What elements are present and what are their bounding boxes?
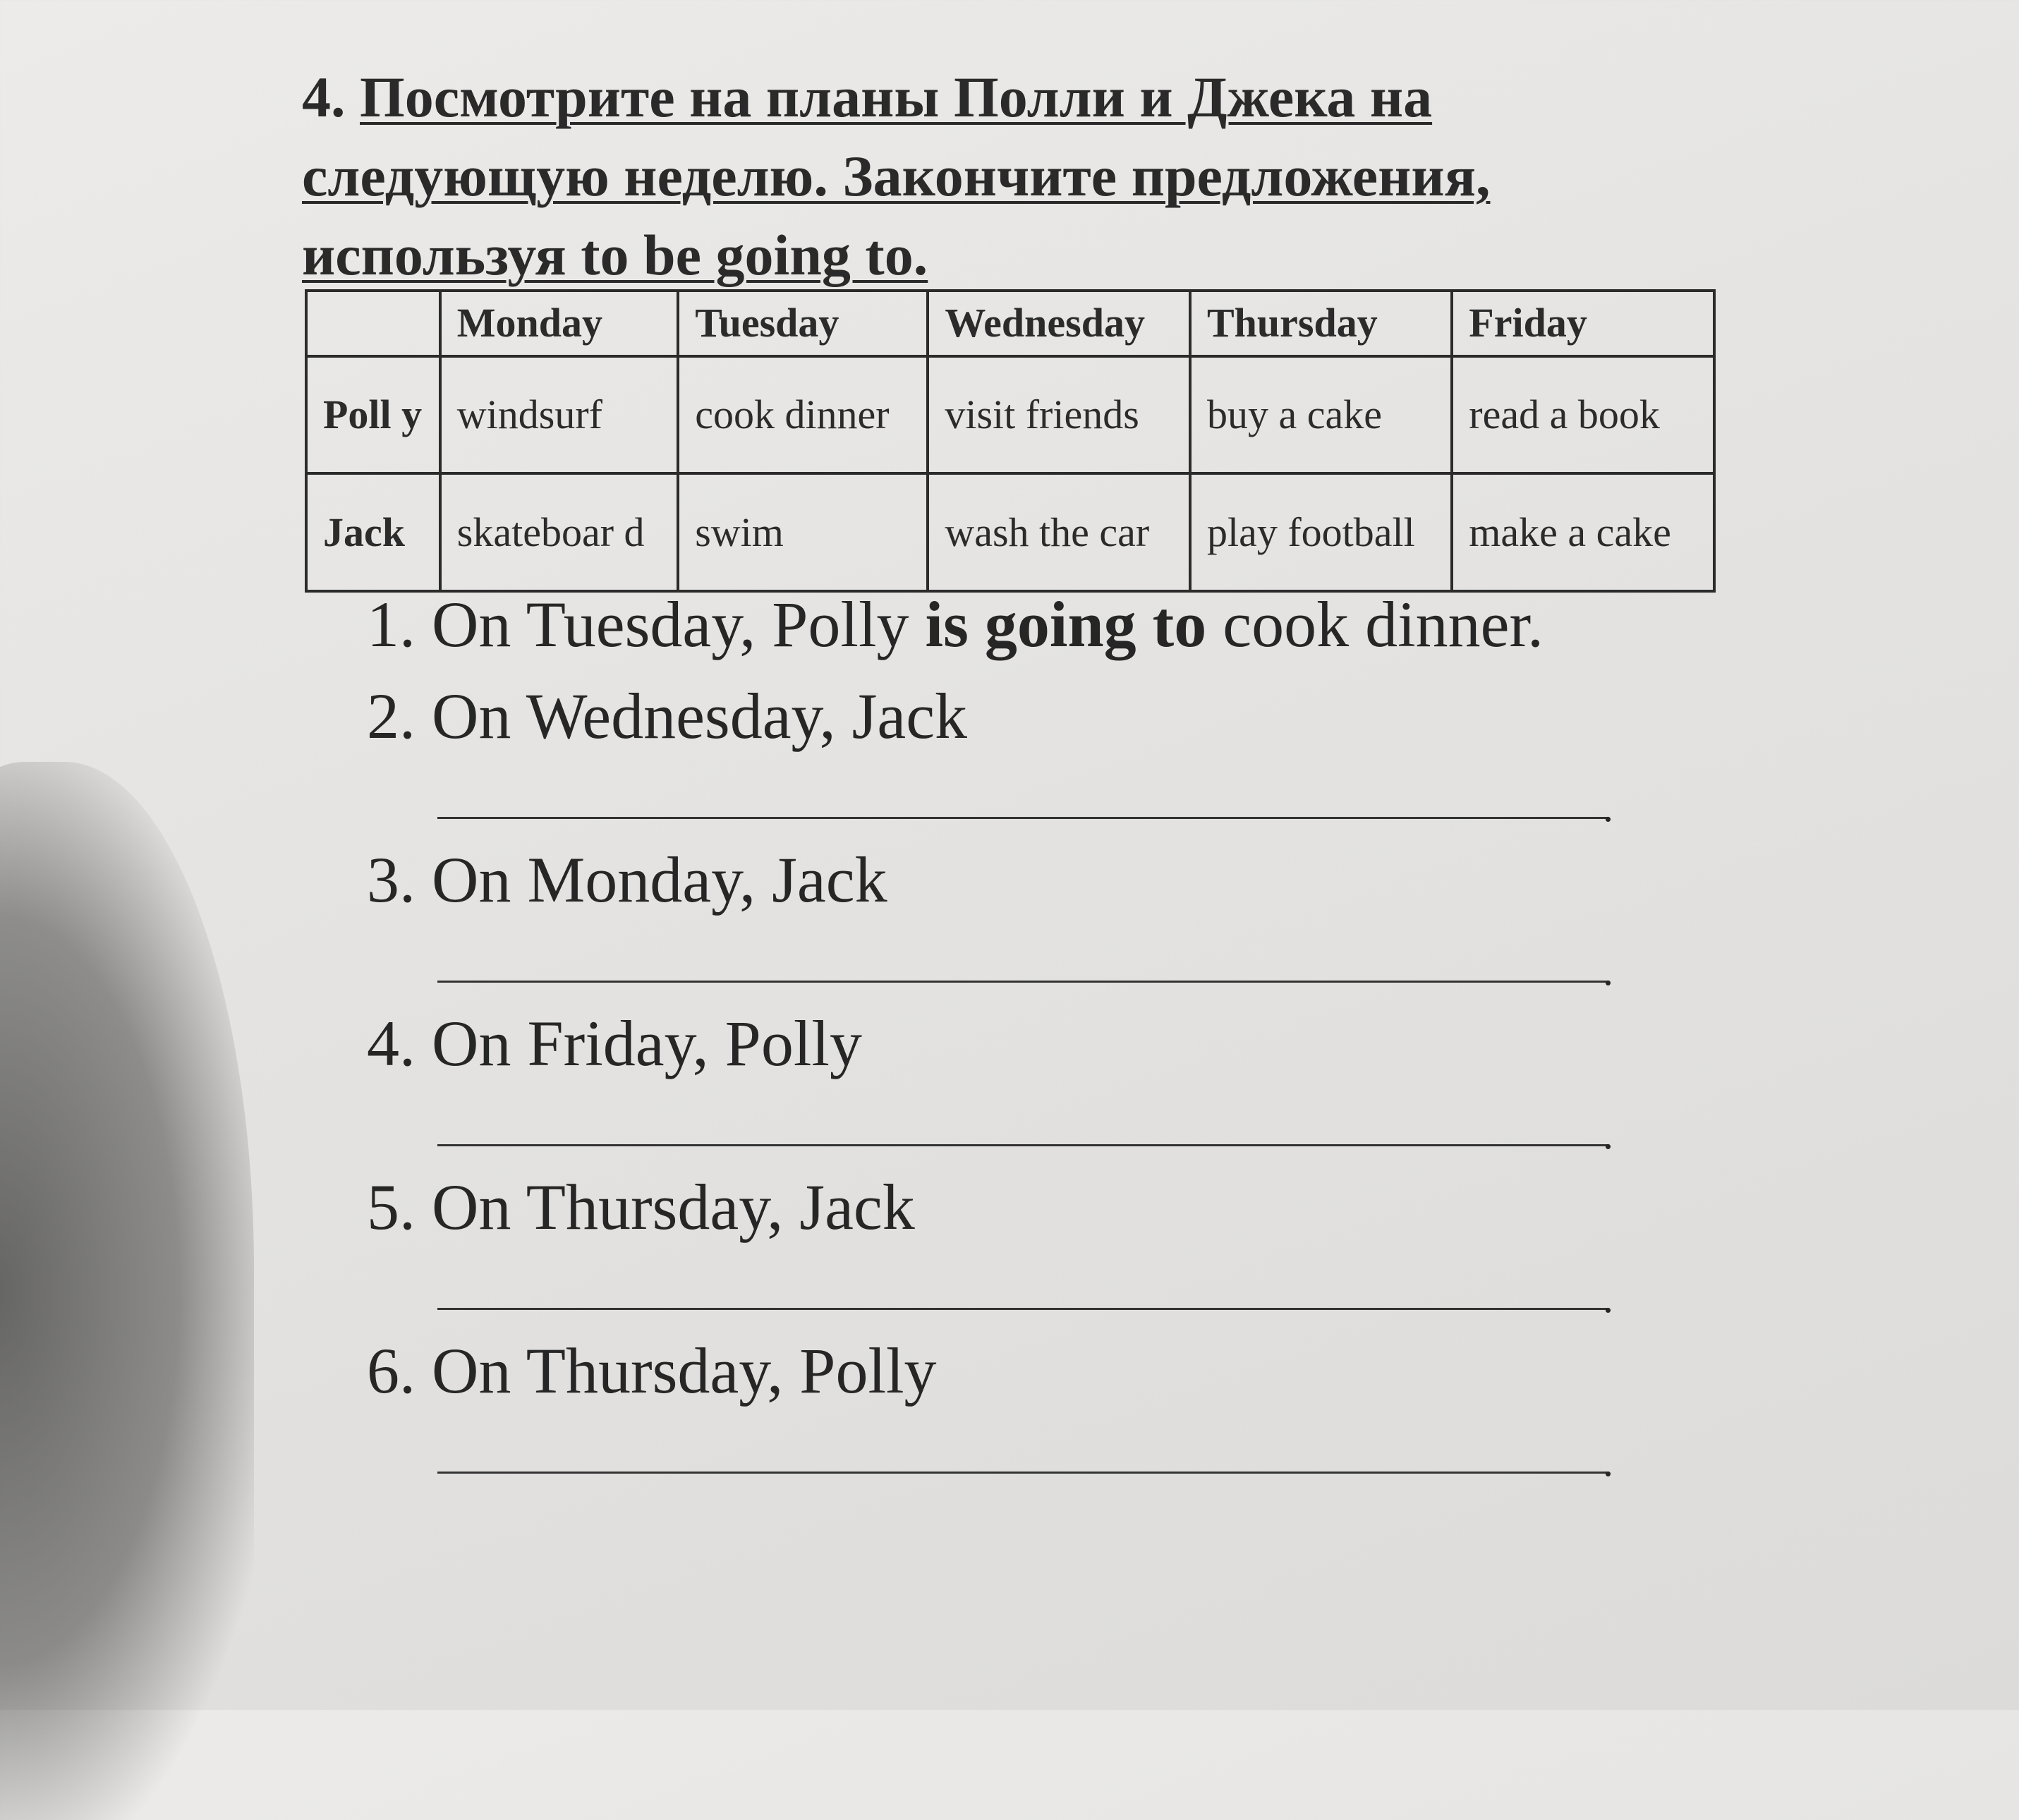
sentence-end: cook dinner.: [1223, 588, 1544, 660]
sentence-example: [367, 586, 1544, 663]
answer-blank[interactable]: [437, 981, 1608, 983]
header-tuesday: Tuesday: [678, 291, 928, 356]
answer-period: .: [1603, 784, 1613, 830]
table-header-row: [306, 291, 1714, 356]
table-row-jack: [306, 473, 1714, 591]
instruction-line-1: Посмотрите на планы Полли и Джека на: [360, 65, 1433, 129]
sentence-start: On Monday, Jack: [432, 844, 887, 916]
task-number: 4.: [302, 65, 346, 129]
item-number: 2.: [367, 680, 416, 752]
cell-jack-thursday: play football: [1190, 473, 1452, 591]
sentence-start: On Thursday, Jack: [432, 1171, 915, 1243]
cell-polly-tuesday: cook dinner: [678, 356, 928, 474]
item-number: 5.: [367, 1171, 416, 1243]
weekly-plan-table: [305, 289, 1716, 593]
cell-jack-friday: make a cake: [1452, 473, 1714, 591]
row-name-polly: Poll y: [306, 356, 440, 474]
header-corner: [306, 291, 440, 356]
header-friday: Friday: [1452, 291, 1714, 356]
cell-jack-wednesday: wash the car: [928, 473, 1190, 591]
sentence-prompt: [367, 677, 1544, 755]
answer-blank[interactable]: [437, 1308, 1608, 1310]
list-item: [367, 1005, 1613, 1168]
cell-polly-monday: windsurf: [440, 356, 678, 474]
task-heading: [302, 58, 1783, 295]
list-item: [367, 586, 1544, 677]
list-item: [367, 841, 1613, 1005]
row-name-jack: Jack: [306, 473, 440, 591]
cell-jack-tuesday: swim: [678, 473, 928, 591]
cell-polly-friday: read a book: [1452, 356, 1714, 474]
answer-period: .: [1603, 1275, 1613, 1321]
answer-period: .: [1603, 947, 1613, 994]
instruction-line-2: следующую неделю. Закончите предложения,: [302, 144, 1491, 208]
instruction-line-3: используя to be going to.: [302, 223, 928, 287]
answer-period: .: [1603, 1438, 1613, 1485]
answer-period: .: [1603, 1111, 1613, 1158]
list-item: [367, 1332, 1613, 1496]
sentence-list: [367, 586, 1613, 1496]
sentence-prompt: [367, 1332, 1544, 1409]
list-item: [367, 677, 1613, 841]
answer-blank[interactable]: [437, 1472, 1608, 1474]
table-row-polly: [306, 356, 1714, 474]
cell-polly-wednesday: visit friends: [928, 356, 1190, 474]
item-number: 1.: [367, 588, 416, 660]
sentence-bold-part: is going to: [925, 588, 1207, 660]
answer-blank[interactable]: [437, 1144, 1608, 1146]
header-wednesday: Wednesday: [928, 291, 1190, 356]
item-number: 3.: [367, 844, 416, 916]
sentence-prompt: [367, 1005, 1544, 1082]
cell-jack-monday: skateboar d: [440, 473, 678, 591]
cell-polly-thursday: buy a cake: [1190, 356, 1452, 474]
sentence-start: On Thursday, Polly: [432, 1335, 937, 1407]
sentence-start: On Wednesday, Jack: [432, 680, 968, 752]
answer-blank[interactable]: [437, 817, 1608, 819]
sentence-start: On Friday, Polly: [432, 1007, 862, 1079]
item-number: 6.: [367, 1335, 416, 1407]
header-monday: Monday: [440, 291, 678, 356]
sentence-start: On Tuesday, Polly: [432, 588, 909, 660]
sentence-prompt: [367, 1168, 1544, 1246]
list-item: [367, 1168, 1613, 1332]
header-thursday: Thursday: [1190, 291, 1452, 356]
sentence-prompt: [367, 841, 1544, 918]
item-number: 4.: [367, 1007, 416, 1079]
